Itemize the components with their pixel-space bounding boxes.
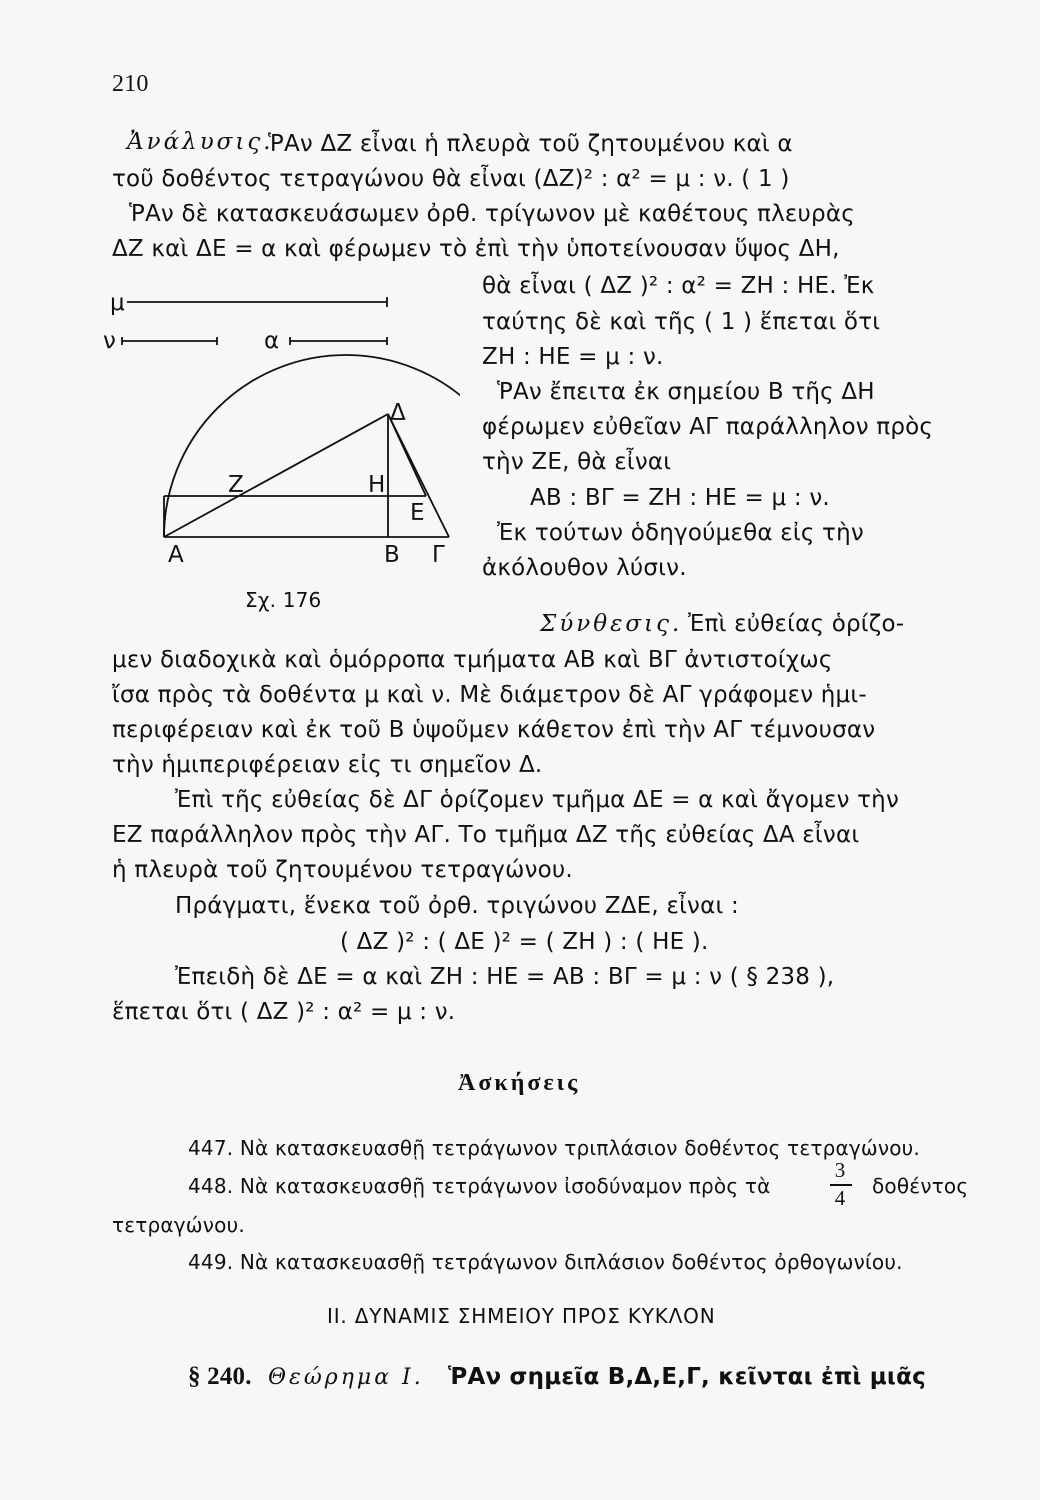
- analysis-line-3: ῬΑν δὲ κατασκευάσωμεν ὀρθ. τρίγωνον μὲ καθέτους πλευρὰς: [129, 201, 855, 227]
- fig-label-mu: μ: [110, 290, 125, 316]
- exercises-heading: Ἀσκήσεις: [458, 1070, 581, 1096]
- analysis-right-3: ΖΗ : ΗΕ = μ : ν.: [482, 344, 664, 370]
- exercise-449: 449. Νὰ κατασκευασθῇ τετράγωνον διπλάσιον δοθέντος ὀρθογωνίου.: [188, 1250, 903, 1274]
- fig-label-E: Ε: [410, 500, 425, 526]
- analysis-right-2: ταύτης δὲ καὶ τῆς ( 1 ) ἕπεται ὅτι: [482, 309, 881, 335]
- synthesis-line-2: ἴσα πρὸς τὰ δοθέντα μ καὶ ν. Μὲ διάμετρον δὲ ΑΓ γράφομεν ἡμι-: [112, 682, 867, 708]
- figure-caption: Σχ. 176: [245, 588, 322, 612]
- synthesis-line-6: ΕΖ παράλληλον πρὸς τὴν ΑΓ. Το τμῆμα ΔΖ τῆς εὐθείας ΔΑ εἶναι: [112, 822, 860, 848]
- synthesis-heading: Σύνθεσις.: [540, 611, 683, 637]
- section-title: II. ΔΥΝΑΜΙΣ ΣΗΜΕΙΟΥ ΠΡΟΣ ΚΥΚΛΟΝ: [327, 1304, 716, 1328]
- synthesis-line-4: τὴν ἡμιπεριφέρειαν εἰς τι σημεῖον Δ.: [112, 752, 543, 778]
- analysis-right-6: τὴν ΖΕ, θὰ εἶναι: [482, 449, 672, 475]
- analysis-right-4: ῬΑν ἔπειτα ἐκ σημείου Β τῆς ΔΗ: [497, 379, 875, 405]
- exercise-448-cont: τετραγώνου.: [112, 1213, 245, 1237]
- analysis-line-1: ῬΑν ΔΖ εἶναι ἡ πλευρὰ τοῦ ζητουμένου καὶ α: [268, 131, 793, 157]
- analysis-right-5: φέρωμεν εὐθεῖαν ΑΓ παράλληλον πρὸς: [482, 414, 934, 440]
- fig-label-G: Γ: [432, 542, 445, 568]
- synthesis-line-3: περιφέρειαν καὶ ἐκ τοῦ Β ὑψοῦμεν κάθετον ἐπὶ τὴν ΑΓ τέμνουσαν: [112, 717, 876, 743]
- page-number: 210: [112, 71, 149, 97]
- exercise-448-tail: δοθέντος: [872, 1174, 969, 1198]
- synthesis-line-11: ἕπεται ὅτι ( ΔΖ )² : α² = μ : ν.: [112, 999, 456, 1025]
- synthesis-line-7: ἡ πλευρὰ τοῦ ζητουμένου τετραγώνου.: [112, 857, 573, 883]
- analysis-line-4: ΔΖ καὶ ΔΕ = α καὶ φέρωμεν τὸ ἐπὶ τὴν ὑποτείνουσαν ὕψος ΔΗ,: [112, 236, 840, 262]
- fig-label-A: Α: [168, 542, 184, 568]
- synthesis-line-5: Ἐπὶ τῆς εὐθείας δὲ ΔΓ ὁρίζομεν τμῆμα ΔΕ = α καὶ ἄγομεν τὴν: [175, 787, 900, 813]
- fig-label-nu: ν: [103, 328, 116, 354]
- synthesis-line-8: Πράγματι, ἕνεκα τοῦ ὀρθ. τριγώνου ΖΔΕ, εἶναι :: [175, 893, 739, 919]
- synthesis-line-9: ( ΔΖ )² : ( ΔΕ )² = ( ΖΗ ) : ( ΗΕ ).: [340, 929, 709, 955]
- fig-label-H: Η: [368, 472, 386, 498]
- exercise-448: 448. Νὰ κατασκευασθῇ τετράγωνον ἰσοδύναμον πρὸς τὰ: [188, 1174, 771, 1198]
- theorem-label: Θεώρημα Ι.: [268, 1365, 424, 1390]
- synthesis-line-1: μεν διαδοχικὰ καὶ ὁμόρροπα τμήματα ΑΒ καὶ ΒΓ ἀντιστοίχως: [112, 647, 833, 673]
- theorem-text: ῬΑν σημεῖα Β,Δ,Ε,Γ, κεῖνται ἐπὶ μιᾶς: [448, 1364, 926, 1390]
- analysis-right-1: θὰ εἶναι ( ΔΖ )² : α² = ΖΗ : ΗΕ. Ἐκ: [482, 273, 875, 299]
- analysis-heading: Ἀνάλυσις.: [127, 129, 274, 155]
- synthesis-line-10: Ἐπειδὴ δὲ ΔΕ = α καὶ ΖΗ : ΗΕ = ΑΒ : ΒΓ = μ : ν ( § 238 ),: [175, 964, 835, 990]
- exercise-447: 447. Νὰ κατασκευασθῇ τετράγωνον τριπλάσιον δοθέντος τετραγώνου.: [188, 1136, 920, 1160]
- figure-176: [100, 280, 460, 620]
- theorem-number: § 240.: [188, 1363, 252, 1390]
- fig-label-B: Β: [384, 542, 400, 568]
- exercise-448-fraction-den: 4: [834, 1186, 846, 1210]
- fig-label-alpha: α: [264, 328, 280, 354]
- fig-label-D: Δ: [390, 400, 406, 426]
- fig-label-Z: Ζ: [228, 472, 244, 498]
- analysis-right-8: Ἐκ τούτων ὁδηγούμεθα εἰς τὴν: [497, 520, 864, 546]
- analysis-right-7: ΑΒ : ΒΓ = ΖΗ : ΗΕ = μ : ν.: [530, 485, 830, 511]
- synthesis-first-line: Ἐπὶ εὐθείας ὁρίζο-: [688, 611, 905, 637]
- analysis-right-9: ἀκόλουθον λύσιν.: [482, 555, 687, 581]
- exercise-448-fraction-num: 3: [834, 1158, 846, 1182]
- analysis-line-2: τοῦ δοθέντος τετραγώνου θὰ εἶναι (ΔΖ)² : α² = μ : ν. ( 1 ): [112, 166, 790, 192]
